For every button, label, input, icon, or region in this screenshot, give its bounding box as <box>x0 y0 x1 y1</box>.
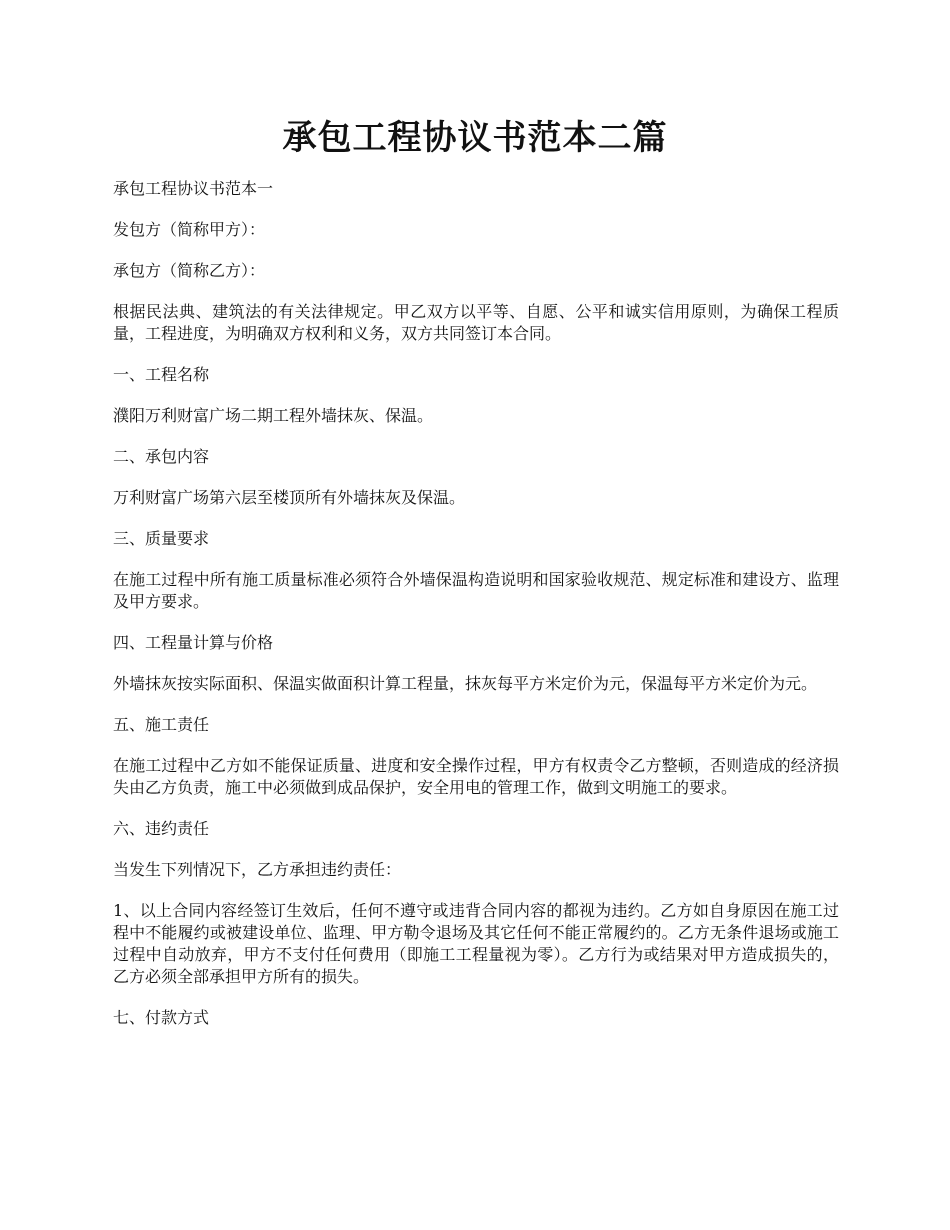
section-heading-breach: 六、违约责任 <box>113 819 210 838</box>
preamble-paragraph: 根据民法典、建筑法的有关法律规定。甲乙双方以平等、自愿、公平和诚实信用原则，为确保工程质量，工程进度，为明确双方权利和义务，双方共同签订本合同。 <box>113 302 839 343</box>
section-heading-project-name: 一、工程名称 <box>113 365 210 384</box>
section-heading-pricing: 四、工程量计算与价格 <box>113 633 274 652</box>
section-heading-payment: 七、付款方式 <box>113 1008 210 1027</box>
section-heading-quality: 三、质量要求 <box>113 529 210 548</box>
party-b-line: 承包方（简称乙方）： <box>113 261 266 280</box>
quality-paragraph: 在施工过程中所有施工质量标准必须符合外墙保温构造说明和国家验收规范、规定标准和建设方、监理及甲方要求。 <box>113 570 839 611</box>
pricing-paragraph: 外墙抹灰按实际面积、保温实做面积计算工程量，抹灰每平方米定价为元，保温每平方米定价为元。 <box>113 674 818 693</box>
breach-intro-paragraph: 当发生下列情况下，乙方承担违约责任： <box>113 860 402 879</box>
section-heading-responsibility: 五、施工责任 <box>113 715 210 734</box>
section-heading-scope: 二、承包内容 <box>113 447 210 466</box>
breach-item-1-paragraph: 1、以上合同内容经签订生效后，任何不遵守或违背合同内容的都视为违约。乙方如自身原因在施工过程中不能履约或被建设单位、监理、甲方勒令退场及其它任何不能正常履约的。乙方无条件退场或施工过程中自动放弃，甲方不支付任何费用（即施工工程量视为零）。乙方行为或结果对甲方造成损失的，乙方必须全部承担甲方所有的损失。 <box>113 901 839 986</box>
responsibility-paragraph: 在施工过程中乙方如不能保证质量、进度和安全操作过程，甲方有权责令乙方整顿，否则造成的经济损失由乙方负责，施工中必须做到成品保护，安全用电的管理工作，做到文明施工的要求。 <box>113 756 839 797</box>
party-a-line: 发包方（简称甲方）： <box>113 220 266 239</box>
scope-paragraph: 万利财富广场第六层至楼顶所有外墙抹灰及保温。 <box>113 488 466 507</box>
document-title: 承包工程协议书范本二篇 <box>282 118 668 158</box>
project-name-paragraph: 濮阳万利财富广场二期工程外墙抹灰、保温。 <box>113 406 434 425</box>
document-body <box>113 178 839 1048</box>
section-heading-intro: 承包工程协议书范本一 <box>113 179 274 198</box>
